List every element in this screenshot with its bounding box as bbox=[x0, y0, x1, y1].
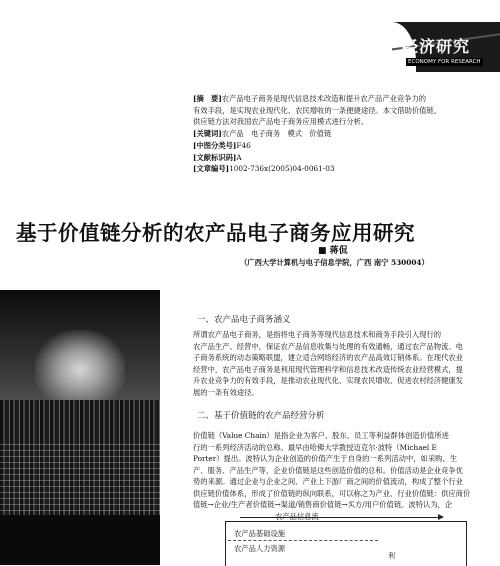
photo-glow bbox=[35, 330, 125, 410]
flow-side-label: 利 bbox=[388, 552, 395, 560]
body-line: 供应链价值体系，形成了价值链的纵向联系，可以称之为产业、行业价值链：供应商价 bbox=[193, 488, 471, 498]
clc-label: [中图分类号] bbox=[193, 140, 237, 150]
flow-divider bbox=[228, 540, 378, 541]
body-line: 子商务系统的动态策略联盟，建立适合网络经济的农产品高效订销体系。在现代农业 bbox=[193, 353, 463, 362]
author-name: ■ 蒋侃 bbox=[318, 246, 348, 256]
body-line: 势的来源。通过企业与企业之间、产业上下游厂商之间的价值流动，构成了整个行业 bbox=[193, 477, 463, 486]
article-no-line bbox=[193, 163, 476, 175]
keywords-text: 农产品 电子商务 模式 价值链 bbox=[221, 129, 332, 139]
body-line: 所谓农产品电子商务，是指将电子商务等现代信息技术和商务手段引入现行的 bbox=[193, 330, 442, 339]
keywords-label: [关键词] bbox=[193, 129, 222, 139]
flow-item-human-resources: 农产品人力资源 bbox=[234, 544, 286, 553]
body-line: 产、服务、产品生产等，企业价值链是这些创造价值的总和。价值活动是企业竞争优 bbox=[193, 465, 463, 475]
doc-code-value: A bbox=[236, 152, 242, 162]
flow-diagram-title: 农产品信息流 bbox=[275, 512, 319, 521]
body-line: 经营中，农产品电子商务是利用现代管理科学和信息技术改造传统农业经营模式，提 bbox=[193, 364, 463, 374]
abstract-summary-line: 供应链方法对我国农产品电子商务应用模式进行分析。 bbox=[193, 117, 369, 127]
section-body-1 bbox=[193, 329, 478, 398]
article-no-value: 1002-736x(2005)04-0061-03 bbox=[229, 164, 335, 174]
author-affiliation: （广西大学计算机与电子信息学院，广西 南宁 530004） bbox=[240, 258, 429, 267]
body-line: 农产品生产、经营中，保证农产品信息收集与处理的有效通畅，通过农产品物流、电 bbox=[193, 341, 463, 351]
body-line: 展的一条有效途径。 bbox=[193, 387, 259, 397]
clc-value: F46 bbox=[236, 140, 251, 150]
clc-line bbox=[193, 140, 476, 152]
city-night-photo bbox=[0, 290, 160, 565]
body-line: 值链→企业/生产者价值链→渠道/销售商价值链→买方/用户价值链。波特认为，企 bbox=[193, 500, 453, 509]
doc-code-label: [文献标识码] bbox=[193, 152, 237, 162]
body-line: Porter）提出。波特认为企业创造的价值产生于自身的一系列活动中，如采购、生 bbox=[193, 454, 458, 463]
banner-title: 经济研究 bbox=[402, 37, 471, 56]
abstract-summary-label: [摘 要] bbox=[193, 94, 222, 103]
abstract-summary-text: 农产品电子商务是现代信息技术改造和提升农产品产业竞争力的 bbox=[221, 94, 427, 103]
body-line: 行的一系列经济活动的总称。最早由哈佛大学教授迈克尔·波特（Michael E bbox=[193, 442, 437, 452]
body-line: 升农业竞争力的有效手段，是推动农业现代化、实现农民增收、促进农村经济健康发 bbox=[193, 376, 463, 385]
flow-item-infrastructure: 农产品基础设施 bbox=[234, 529, 286, 538]
paper-title: 基于价值链分析的农产品电子商务应用研究 bbox=[16, 221, 415, 245]
banner-subtitle: ECONOMY FOR RESEARCH bbox=[408, 59, 481, 65]
abstract-block bbox=[193, 93, 476, 175]
photo-foreground bbox=[0, 515, 160, 565]
section-heading-2: 二、基于价值链的农产品经营分析 bbox=[197, 411, 325, 421]
abstract-summary-line bbox=[193, 93, 476, 105]
abstract-summary-line: 有效手段，是实现农业现代化、农民增收的一条便捷途径。本文借助价值链、 bbox=[193, 105, 442, 115]
body-line: 价值链（Value Chain）是指企业为客户、股东、员工等利益群体创造价值所进 bbox=[193, 431, 449, 440]
flow-arrow-line bbox=[240, 517, 440, 518]
journal-banner bbox=[392, 22, 500, 72]
section-heading-1: 一、农产品电子商务涵义 bbox=[197, 315, 291, 325]
doc-code-line bbox=[193, 152, 476, 164]
flow-arrow-head-icon bbox=[438, 514, 444, 520]
keywords-line bbox=[193, 128, 476, 140]
article-no-label: [文章编号] bbox=[193, 164, 230, 174]
section-body-2 bbox=[193, 430, 478, 511]
